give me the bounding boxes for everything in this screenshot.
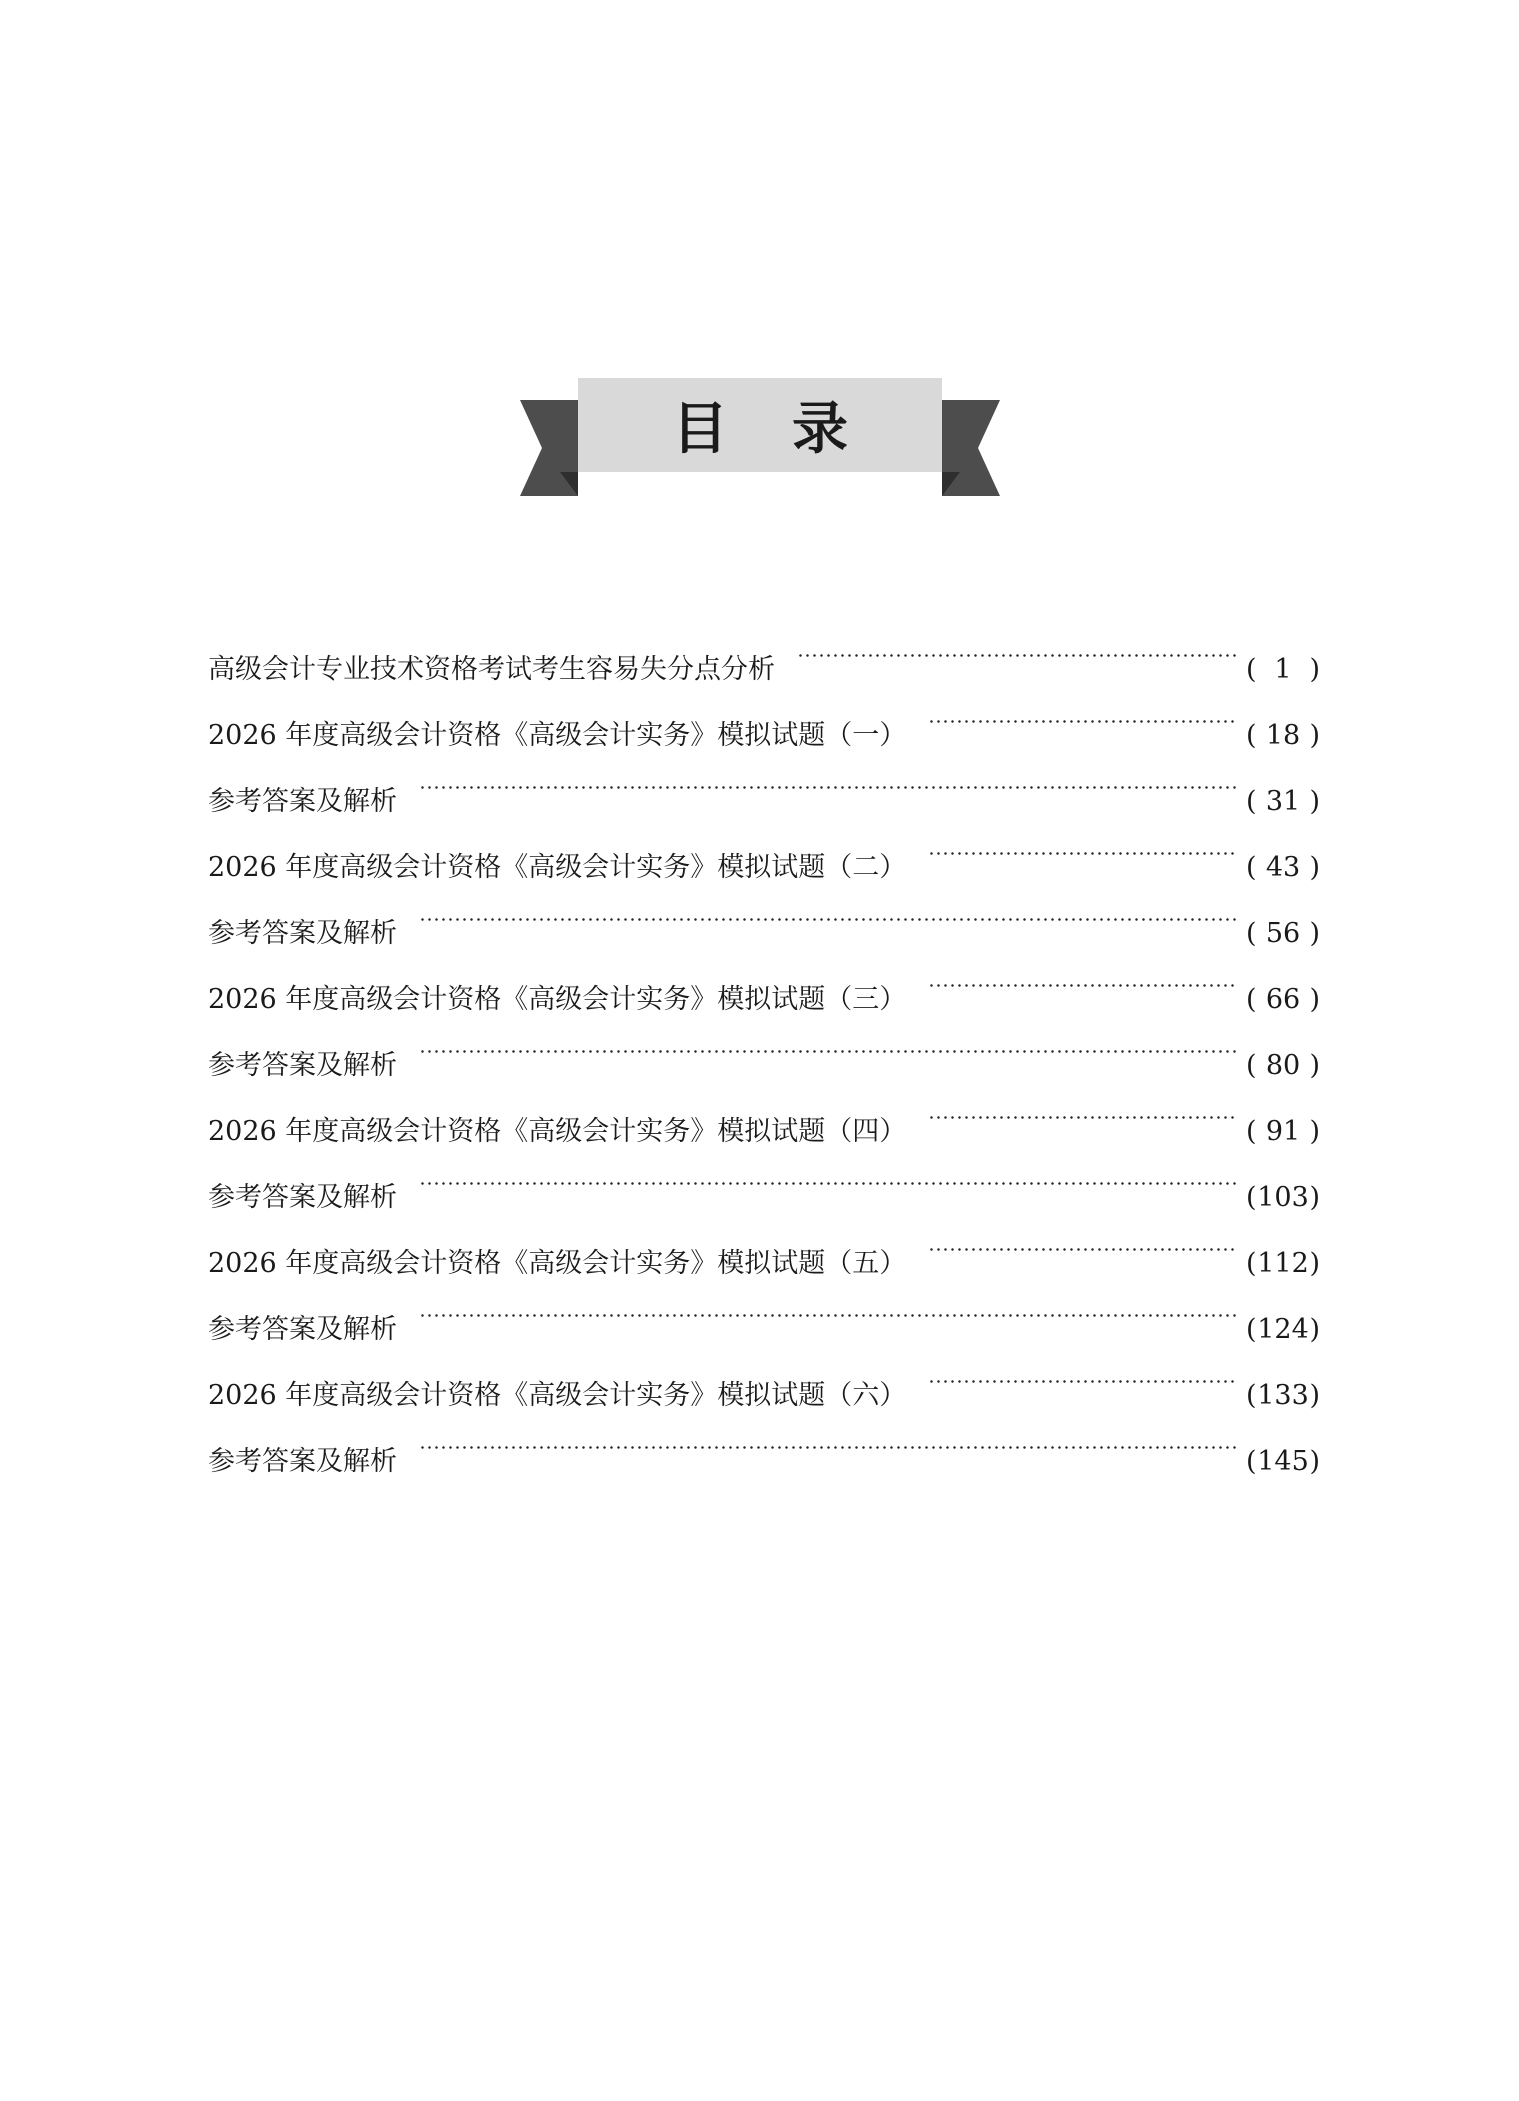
toc-entry-title: 2026 年度高级会计资格《高级会计实务》模拟试题（四）	[208, 1116, 907, 1147]
toc-page-number	[1246, 1429, 1320, 1495]
toc-entry-title: 参考答案及解析	[208, 786, 397, 817]
page-number-value: 112	[1257, 1248, 1309, 1279]
right-paren: )	[1309, 1446, 1320, 1477]
toc-page-number	[1246, 1033, 1320, 1099]
table-of-contents	[208, 612, 1320, 1477]
toc-page-number	[1246, 967, 1320, 1033]
toc-entry[interactable]	[208, 612, 1320, 685]
toc-dot-leader	[928, 1074, 1246, 1140]
page-number-value: 80	[1265, 1050, 1301, 1081]
toc-page-number	[1246, 769, 1320, 835]
page-title: 目录	[672, 396, 912, 462]
toc-page-number	[1246, 703, 1320, 769]
toc-entry-title: 参考答案及解析	[208, 918, 397, 949]
right-paren: )	[1309, 1116, 1320, 1147]
left-paren: (	[1246, 1050, 1257, 1081]
toc-page-number	[1246, 1231, 1320, 1297]
toc-entry-title: 2026 年度高级会计资格《高级会计实务》模拟试题（六）	[208, 1380, 907, 1411]
page-number-value: 145	[1257, 1446, 1309, 1477]
left-paren: (	[1246, 1314, 1257, 1345]
toc-dot-leader	[928, 1206, 1246, 1272]
toc-entry-title: 2026 年度高级会计资格《高级会计实务》模拟试题（二）	[208, 852, 907, 883]
left-paren: (	[1246, 1116, 1257, 1147]
right-paren: )	[1309, 1380, 1320, 1411]
title-ribbon	[520, 378, 1000, 496]
toc-entry-title: 2026 年度高级会计资格《高级会计实务》模拟试题（五）	[208, 1248, 907, 1279]
right-paren: )	[1309, 1182, 1320, 1213]
right-paren: )	[1309, 918, 1320, 949]
left-paren: (	[1246, 786, 1257, 817]
left-paren: (	[1246, 1380, 1257, 1411]
right-paren: )	[1309, 1248, 1320, 1279]
toc-dot-leader	[419, 1140, 1246, 1206]
toc-entry-title: 高级会计专业技术资格考试考生容易失分点分析	[208, 654, 775, 685]
right-paren: )	[1309, 654, 1320, 685]
toc-dot-leader	[928, 942, 1246, 1008]
toc-page-number	[1246, 901, 1320, 967]
left-paren: (	[1246, 1446, 1257, 1477]
toc-dot-leader	[419, 744, 1246, 810]
toc-entry-title: 参考答案及解析	[208, 1446, 397, 1477]
toc-dot-leader	[419, 876, 1246, 942]
page-number-value: 31	[1265, 786, 1301, 817]
right-paren: )	[1309, 720, 1320, 751]
toc-entry-title: 2026 年度高级会计资格《高级会计实务》模拟试题（三）	[208, 984, 907, 1015]
left-paren: (	[1246, 852, 1257, 883]
page-number-value: 43	[1265, 852, 1301, 883]
right-paren: )	[1309, 852, 1320, 883]
toc-page-number	[1246, 1165, 1320, 1231]
left-paren: (	[1246, 984, 1257, 1015]
toc-dot-leader	[928, 810, 1246, 876]
toc-entry-title: 参考答案及解析	[208, 1050, 397, 1081]
left-paren: (	[1246, 1248, 1257, 1279]
page-number-value: 133	[1257, 1380, 1309, 1411]
page-number-value: 1	[1274, 654, 1292, 685]
page-number-value: 124	[1257, 1314, 1309, 1345]
toc-dot-leader	[419, 1008, 1246, 1074]
right-paren: )	[1309, 1050, 1320, 1081]
page-number-value: 18	[1265, 720, 1301, 751]
toc-dot-leader	[928, 678, 1246, 744]
page-number-value: 56	[1265, 918, 1301, 949]
right-paren: )	[1309, 1314, 1320, 1345]
toc-page-number	[1246, 1363, 1320, 1429]
left-paren: (	[1246, 720, 1257, 751]
toc-page-number	[1246, 835, 1320, 901]
toc-page-number	[1246, 1297, 1320, 1363]
toc-page-number	[1246, 1099, 1320, 1165]
toc-dot-leader	[797, 612, 1246, 678]
toc-entry-title: 参考答案及解析	[208, 1314, 397, 1345]
left-paren: (	[1246, 654, 1257, 685]
toc-dot-leader	[419, 1404, 1246, 1470]
toc-dot-leader	[928, 1338, 1246, 1404]
right-paren: )	[1309, 984, 1320, 1015]
left-paren: (	[1246, 1182, 1257, 1213]
toc-page-number	[1246, 637, 1320, 703]
page-number-value: 66	[1265, 984, 1301, 1015]
page-number-value: 103	[1257, 1182, 1309, 1213]
page-number-value: 91	[1265, 1116, 1301, 1147]
toc-entry-title: 2026 年度高级会计资格《高级会计实务》模拟试题（一）	[208, 720, 907, 751]
toc-dot-leader	[419, 1272, 1246, 1338]
toc-entry-title: 参考答案及解析	[208, 1182, 397, 1213]
right-paren: )	[1309, 786, 1320, 817]
left-paren: (	[1246, 918, 1257, 949]
